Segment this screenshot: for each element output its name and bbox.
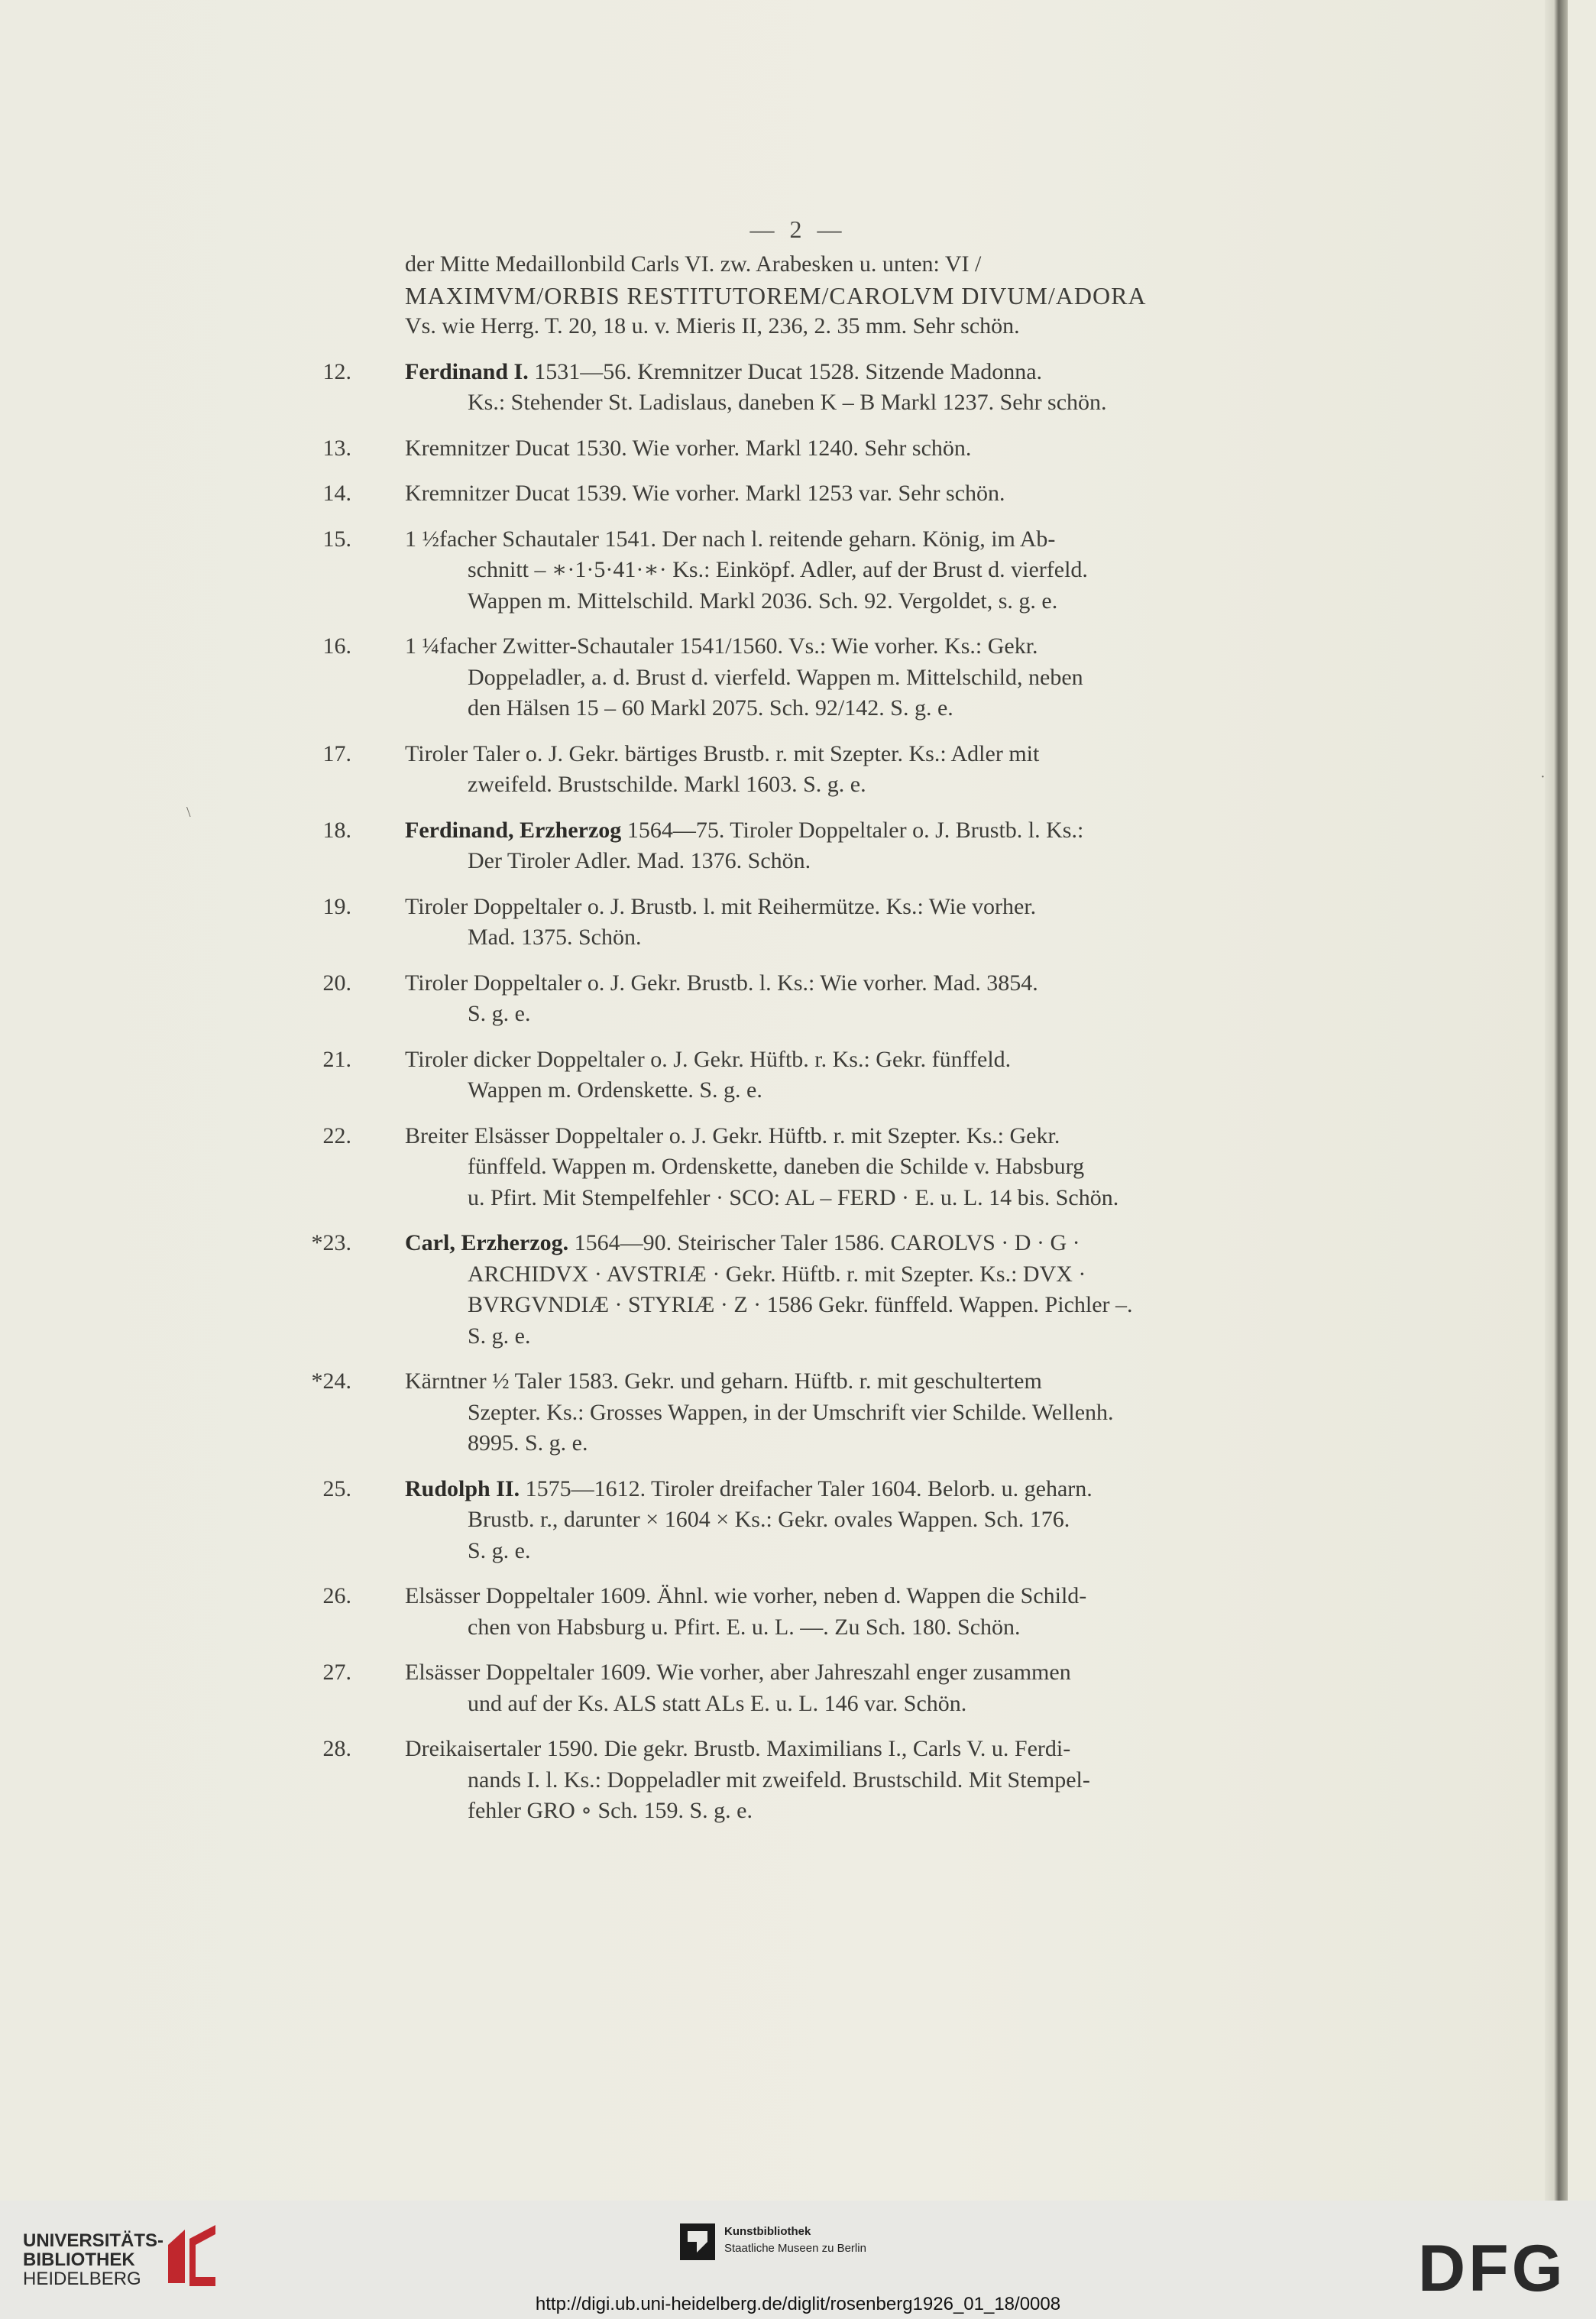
intro-legend-line: MAXIMVM/ORBIS RESTITUTOREM/CAROLVM DIVUM/ADORA [405,281,1147,309]
page-edge-shadow [1545,0,1568,2201]
catalogue-entry [290,631,1339,724]
ub-heidelberg-logo [23,2231,163,2288]
entry-ruler-name: Ferdinand I. [405,358,529,384]
entry-line [405,357,1339,388]
entry-text [405,1121,1339,1214]
catalogue-entry [290,357,1339,419]
entry-line: zweifeld. Brustschilde. Markl 1603. S. g. e. [468,772,866,797]
intro-line: der Mitte Medaillonbild Carls VI. zw. Arabesken u. unten: VI / [405,251,982,277]
catalogue-entry [290,433,1339,465]
catalogue-entry [290,478,1339,510]
entry-line: fünffeld. Wappen m. Ordenskette, daneben die Schilde v. Habsburg [468,1154,1085,1179]
entry-number: 21. [322,1046,351,1072]
entry-number: 22. [322,1122,351,1148]
entry-line: Tiroler dicker Doppeltaler o. J. Gekr. Hüftb. r. Ks.: Gekr. fünffeld. [405,1046,1012,1072]
entry-line: Breiter Elsässer Doppeltaler o. J. Gekr. Hüftb. r. mit Szepter. Ks.: Gekr. [405,1122,1060,1148]
entry-line: Kremnitzer Ducat 1530. Wie vorher. Markl 1240. Sehr schön. [405,435,972,461]
entry-line: u. Pfirt. Mit Stempelfehler · SCO: AL – FERD · E. u. L. 14 bis. Schön. [468,1184,1119,1210]
entry-ruler-name: Rudolph II. [405,1475,520,1501]
entry-text [405,1474,1339,1567]
entry-text [405,433,1339,465]
entry-line: nands I. l. Ks.: Doppeladler mit zweifeld. Brustschild. Mit Stempel- [468,1767,1090,1793]
entry-line: BVRGVNDIÆ · STYRIÆ · Z · 1586 Gekr. fünffeld. Wappen. Pichler –. [468,1292,1133,1317]
footer-bar [0,2201,1596,2319]
entry-text [405,1657,1339,1719]
catalogue-entry [290,1734,1339,1827]
kb-logo-subtitle: Staatliche Museen zu Berlin [724,2242,866,2255]
entry-line: Der Tiroler Adler. Mad. 1376. Schön. [468,848,811,873]
entry-number: 14. [322,481,351,506]
entry-line [405,1474,1339,1505]
entry-number: 25. [322,1475,351,1501]
entry-list [290,357,1339,1827]
entry-line: Brustb. r., darunter × 1604 × Ks.: Gekr. ovales Wappen. Sch. 176. [468,1507,1070,1532]
entry-text [405,815,1339,877]
entry-number: 28. [322,1736,351,1761]
entry-number: *24. [311,1368,351,1394]
intro-line: Vs. wie Herrg. T. 20, 18 u. v. Mieris II, 236, 2. 35 mm. Sehr schön. [405,313,1020,338]
catalogue-entry [290,815,1339,877]
entry-text [405,357,1339,419]
catalogue-entry [290,524,1339,617]
entry-line [405,815,1339,847]
entry-line: Doppeladler, a. d. Brust d. vierfeld. Wappen m. Mittelschild, neben [468,664,1083,690]
entry-line: Tiroler Taler o. J. Gekr. bärtiges Brustb. r. mit Szepter. Ks.: Adler mit [405,740,1040,766]
entry-line: Kremnitzer Ducat 1539. Wie vorher. Markl 1253 var. Sehr schön. [405,481,1005,506]
entry-text [405,478,1339,510]
entry-ruler-name: Ferdinand, Erzherzog [405,817,622,843]
catalogue-entry [290,1228,1339,1352]
entry-line: Ks.: Stehender St. Ladislaus, daneben K – B Markl 1237. Sehr schön. [468,390,1107,415]
entry-line [405,1228,1339,1259]
ub-emblem-icon [162,2222,223,2291]
entry-line: Dreikaisertaler 1590. Die gekr. Brustb. Maximilians I., Carls V. u. Ferdi- [405,1736,1071,1761]
entry-number: 16. [322,633,351,659]
entry-number: 17. [322,740,351,766]
entry-number: 18. [322,817,351,843]
entry-number: 27. [322,1660,351,1685]
catalogue-entry [290,1657,1339,1719]
entry-number: 15. [322,526,351,552]
entry-ruler-name: Carl, Erzherzog. [405,1230,569,1255]
catalogue-entry [290,968,1339,1030]
entry-text [405,1581,1339,1643]
ub-logo-line: HEIDELBERG [23,2269,141,2289]
catalogue-entry [290,1121,1339,1214]
catalogue-entry [290,1045,1339,1106]
kb-logo-title: Kunstbibliothek [724,2225,811,2238]
entry-text [405,524,1339,617]
entry-line: Tiroler Doppeltaler o. J. Gekr. Brustb. l. Ks.: Wie vorher. Mad. 3854. [405,970,1038,996]
entry-line-text: 1564—90. Steirischer Taler 1586. CAROLVS · D · G · [574,1230,1080,1255]
catalogue-text [290,249,1339,1827]
source-url[interactable]: http://digi.ub.uni-heidelberg.de/diglit/rosenberg1926_01_18/0008 [535,2294,1061,2314]
entry-line: schnitt – ∗·1·5·41·∗· Ks.: Einköpf. Adler, auf der Brust d. vierfeld. [468,557,1088,582]
entry-text [405,1228,1339,1352]
entry-line: den Hälsen 15 – 60 Markl 2075. Sch. 92/142. S. g. e. [468,695,953,721]
entry-line: S. g. e. [468,1323,531,1349]
catalogue-entry [290,1581,1339,1643]
entry-text [405,968,1339,1030]
entry-line: fehler GRO ∘ Sch. 159. S. g. e. [468,1798,753,1823]
entry-line: Wappen m. Mittelschild. Markl 2036. Sch. 92. Vergoldet, s. g. e. [468,588,1058,614]
page-number: — 2 — [749,215,847,243]
entry-line: chen von Habsburg u. Pfirt. E. u. L. —. Zu Sch. 180. Schön. [468,1614,1021,1640]
entry-line-text: 1531—56. Kremnitzer Ducat 1528. Sitzende Madonna. [534,358,1043,384]
entry-line: Elsässer Doppeltaler 1609. Ähnl. wie vorher, neben d. Wappen die Schild- [405,1583,1087,1608]
intro-paragraph [290,249,1339,342]
entry-text [405,1045,1339,1106]
kunstbibliothek-logo [680,2223,866,2264]
entry-text [405,1366,1339,1459]
entry-number: 13. [322,435,351,461]
entry-number: 12. [322,358,351,384]
entry-line-text: 1575—1612. Tiroler dreifacher Taler 1604. Belorb. u. geharn. [525,1475,1093,1501]
entry-line: Elsässer Doppeltaler 1609. Wie vorher, aber Jahreszahl enger zusammen [405,1660,1071,1685]
dfg-logo: DFG [1418,2232,1566,2305]
entry-number: *23. [311,1230,351,1255]
catalogue-entry [290,892,1339,954]
entry-line: 1 ¼facher Zwitter-Schautaler 1541/1560. Vs.: Wie vorher. Ks.: Gekr. [405,633,1038,659]
catalogue-entry [290,1366,1339,1459]
page-mark: · [1540,769,1546,785]
kunstbibliothek-emblem-icon [680,2223,715,2260]
entry-line: ARCHIDVX · AVSTRIÆ · Gekr. Hüftb. r. mit Szepter. Ks.: DVX · [468,1261,1086,1287]
entry-number: 26. [322,1583,351,1608]
entry-line: Tiroler Doppeltaler o. J. Brustb. l. mit Reihermütze. Ks.: Wie vorher. [405,893,1037,919]
entry-line: Szepter. Ks.: Grosses Wappen, in der Umschrift vier Schilde. Wellenh. [468,1399,1114,1425]
ub-logo-line: UNIVERSITÄTS- [23,2230,164,2251]
entry-line: und auf der Ks. ALS statt ALs E. u. L. 146 var. Schön. [468,1690,967,1716]
page-mark: \ [186,804,191,821]
ub-logo-line: BIBLIOTHEK [23,2249,135,2270]
entry-line: Wappen m. Ordenskette. S. g. e. [468,1077,762,1103]
entry-line: 8995. S. g. e. [468,1430,588,1456]
entry-text [405,739,1339,801]
entry-line-text: 1564—75. Tiroler Doppeltaler o. J. Brustb. l. Ks.: [626,817,1084,843]
entry-number: 20. [322,970,351,996]
entry-line: S. g. e. [468,1537,531,1563]
entry-line: Mad. 1375. Schön. [468,925,642,950]
entry-text [405,892,1339,954]
entry-text [405,631,1339,724]
catalogue-entry [290,1474,1339,1567]
entry-line: Kärntner ½ Taler 1583. Gekr. und geharn. Hüftb. r. mit geschultertem [405,1368,1042,1394]
entry-line: 1 ½facher Schautaler 1541. Der nach l. reitende geharn. König, im Ab- [405,526,1056,552]
entry-line: S. g. e. [468,1001,531,1026]
entry-number: 19. [322,893,351,919]
catalogue-entry [290,739,1339,801]
entry-text [405,1734,1339,1827]
